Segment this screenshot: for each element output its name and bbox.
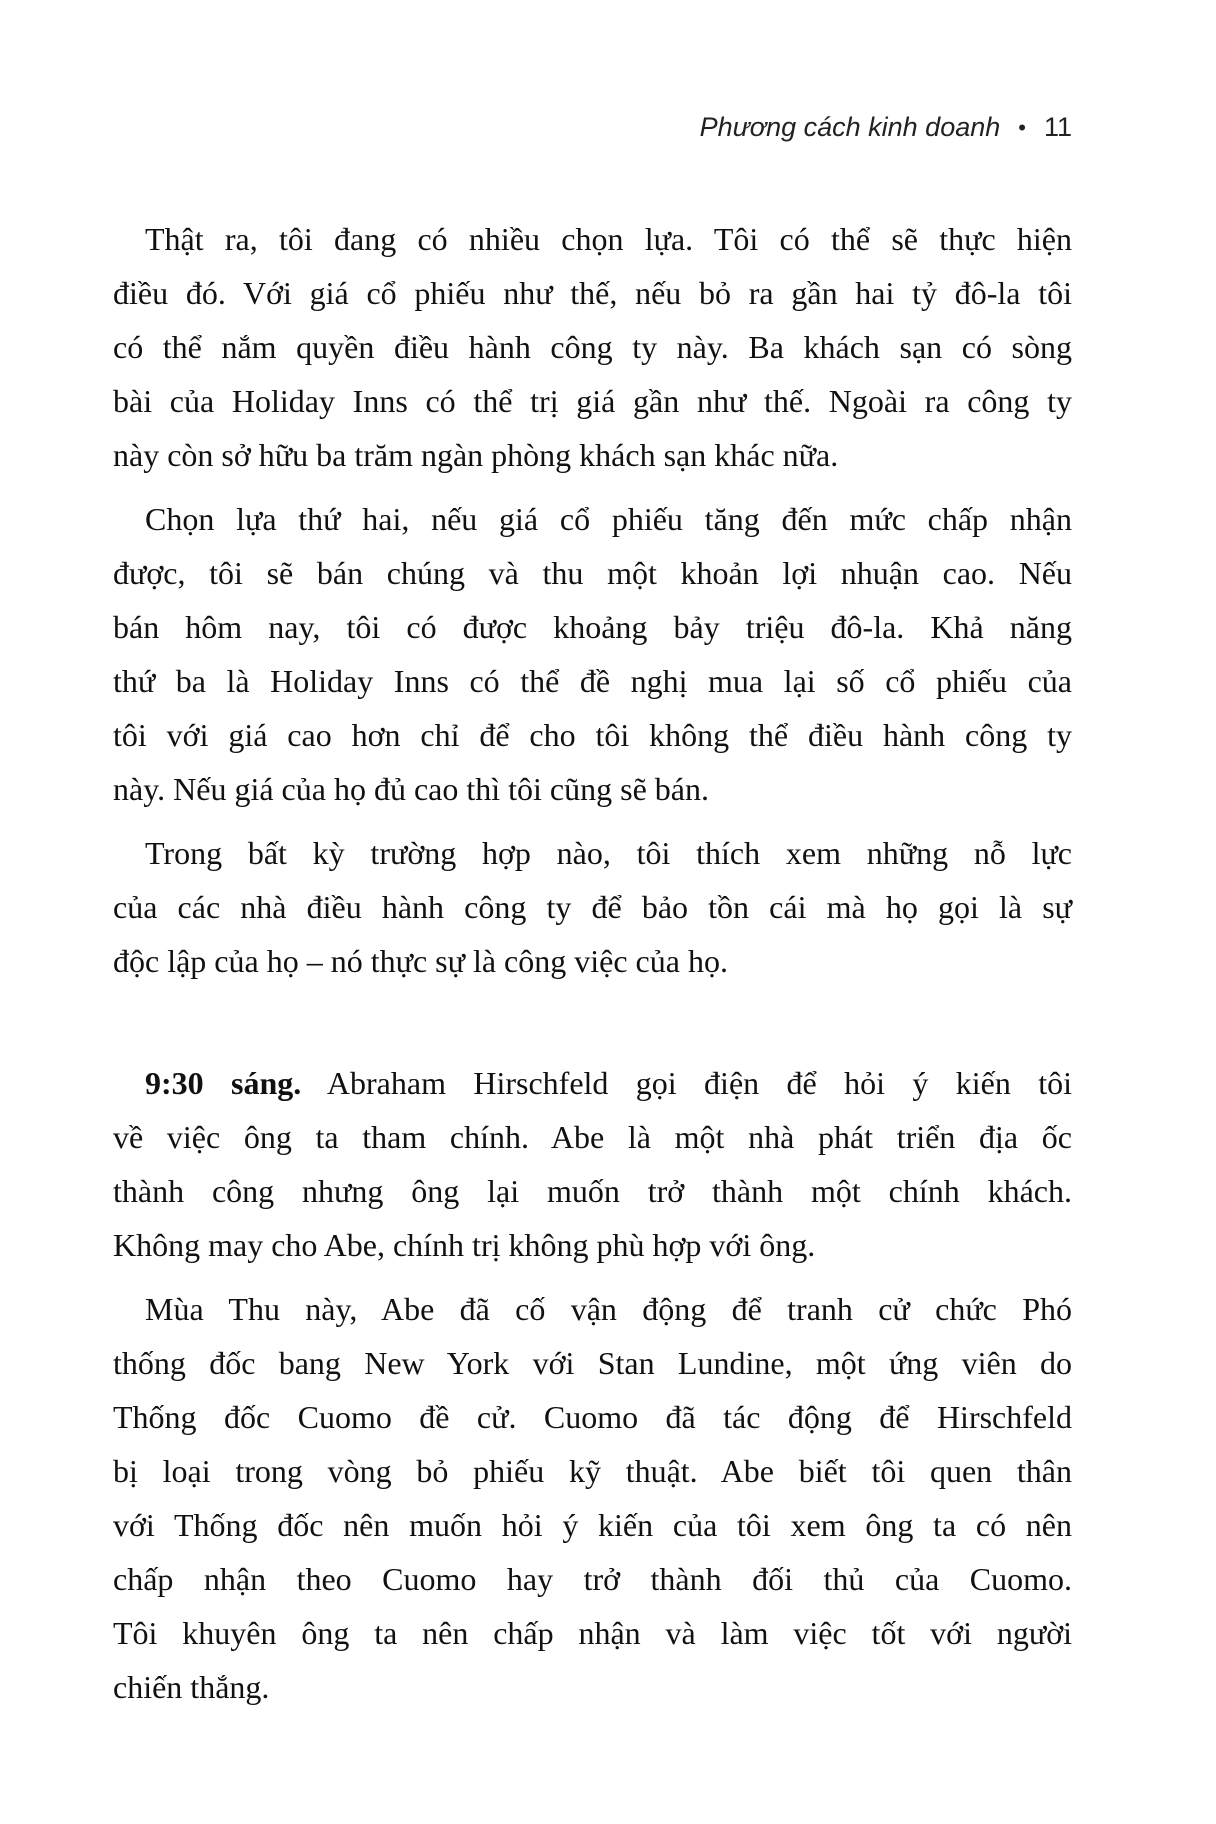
- text-line: thành công nhưng ông lại muốn trở thành một chính khách.: [113, 1173, 1072, 1209]
- text-line: điều đó. Với giá cổ phiếu như thế, nếu bỏ ra gần hai tỷ đô-la tôi: [113, 275, 1072, 311]
- paragraph-1: [113, 212, 1072, 482]
- chapter-title: Phương cách kinh doanh: [699, 112, 1001, 142]
- text-line: tôi với giá cao hơn chỉ để cho tôi không thể điều hành công ty: [113, 717, 1072, 753]
- text-line: thứ ba là Holiday Inns có thể đề nghị mua lại số cổ phiếu của: [113, 663, 1072, 699]
- running-header: [700, 112, 1072, 143]
- text-line: Trong bất kỳ trường hợp nào, tôi thích xem những nỗ lực: [145, 835, 1072, 871]
- paragraph-2: [113, 492, 1072, 816]
- page-body: [113, 212, 1072, 1714]
- text-line: này còn sở hữu ba trăm ngàn phòng khách sạn khác nữa.: [113, 437, 839, 473]
- text-line: có thể nắm quyền điều hành công ty này. Ba khách sạn có sòng: [113, 329, 1072, 365]
- text-line: bán hôm nay, tôi có được khoảng bảy triệu đô-la. Khả năng: [113, 609, 1072, 645]
- text-line: Thật ra, tôi đang có nhiều chọn lựa. Tôi có thể sẽ thực hiện: [145, 221, 1072, 257]
- text-line: 9:30 sáng. Abraham Hirschfeld gọi điện để hỏi ý kiến tôi: [145, 1065, 1073, 1101]
- text-line: bài của Holiday Inns có thể trị giá gần như thế. Ngoài ra công ty: [113, 383, 1072, 419]
- text-line: này. Nếu giá của họ đủ cao thì tôi cũng sẽ bán.: [113, 771, 709, 807]
- text-line: chiến thắng.: [113, 1669, 270, 1705]
- paragraph-4: [113, 1056, 1072, 1272]
- text-line: được, tôi sẽ bán chúng và thu một khoản lợi nhuận cao. Nếu: [113, 555, 1072, 591]
- text-line: độc lập của họ – nó thực sự là công việc của họ.: [113, 943, 728, 979]
- text-line: của các nhà điều hành công ty để bảo tồn cái mà họ gọi là sự: [113, 889, 1072, 925]
- time-label: 9:30 sáng.: [145, 1065, 302, 1101]
- text-line: Chọn lựa thứ hai, nếu giá cổ phiếu tăng đến mức chấp nhận: [145, 501, 1072, 537]
- text-line: với Thống đốc nên muốn hỏi ý kiến của tôi xem ông ta có nên: [113, 1507, 1072, 1543]
- page-number: 11: [1043, 112, 1072, 142]
- text-line: bị loại trong vòng bỏ phiếu kỹ thuật. Abe biết tôi quen thân: [113, 1453, 1072, 1489]
- paragraph-5: [113, 1282, 1072, 1714]
- text-line: Thống đốc Cuomo đề cử. Cuomo đã tác động để Hirschfeld: [113, 1399, 1072, 1435]
- text-line: Không may cho Abe, chính trị không phù hợp với ông.: [113, 1227, 816, 1263]
- text-line: Tôi khuyên ông ta nên chấp nhận và làm việc tốt với người: [113, 1615, 1072, 1651]
- header-separator: •: [1018, 114, 1026, 140]
- paragraph-3: [113, 826, 1072, 988]
- text-line: Mùa Thu này, Abe đã cố vận động để tranh cử chức Phó: [145, 1291, 1072, 1327]
- text-line: thống đốc bang New York với Stan Lundine, một ứng viên do: [113, 1345, 1072, 1381]
- text-line: về việc ông ta tham chính. Abe là một nhà phát triển địa ốc: [113, 1119, 1072, 1155]
- text-line: chấp nhận theo Cuomo hay trở thành đối thủ của Cuomo.: [113, 1561, 1072, 1597]
